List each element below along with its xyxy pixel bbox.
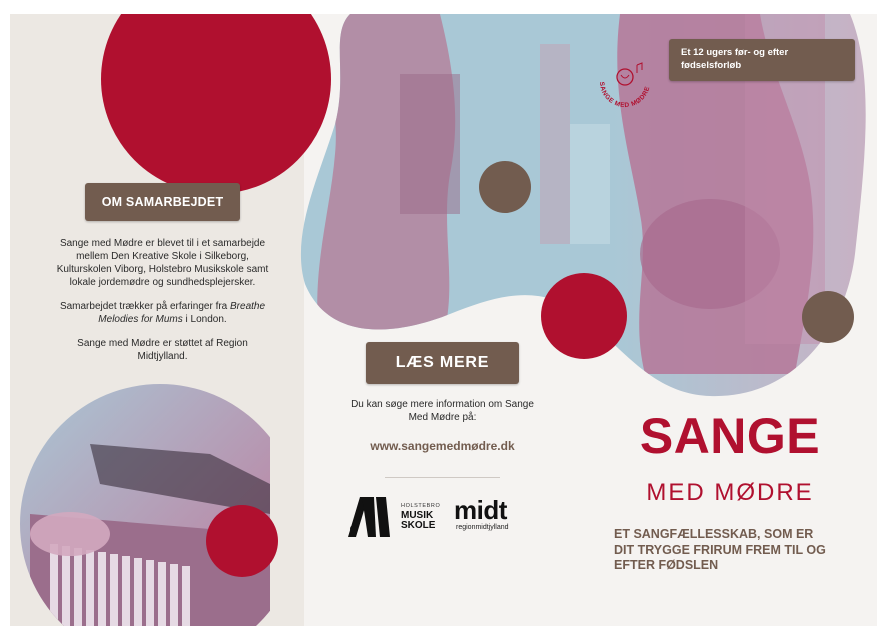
decorative-brown-circle	[479, 161, 531, 213]
logo-small-text: HOLSTEBRO	[401, 503, 441, 509]
paragraph-2: Samarbejdet trækker på erfaringer fra Breathe Melodies for Mums i London.	[59, 301, 266, 325]
collaboration-text	[55, 237, 270, 374]
midt-text: midt	[454, 495, 507, 525]
main-subtitle: MED MØDRE	[646, 479, 814, 506]
decorative-red-circle-small	[206, 505, 278, 577]
divider	[385, 477, 500, 478]
holstebro-musikskole-logo	[346, 495, 446, 541]
section-heading-om-samarbejdet	[85, 183, 240, 221]
m-logo-icon	[346, 495, 394, 539]
read-more-button[interactable]	[366, 342, 519, 384]
info-text: Du kan søge mere information om Sange Med Mødre på:	[351, 399, 534, 423]
paragraph-3: Sange med Mødre er støttet af Region Midtjylland.	[77, 338, 248, 362]
logo-skole-text: SKOLE	[401, 520, 436, 531]
stamp-text: SANGE MED MØDRE	[597, 81, 652, 110]
read-more-label: LÆS MERE	[395, 354, 490, 371]
heading-label: OM SAMARBEJDET	[101, 195, 224, 209]
brochure-sheet	[10, 14, 877, 626]
website-link[interactable]: www.sangemedmødre.dk	[370, 439, 515, 453]
tagline-line-1: ET SANGFÆLLESSKAB, SOM ER	[614, 527, 814, 541]
region-midtjylland-logo	[454, 497, 544, 537]
logo-musik-text: MUSIK	[401, 510, 434, 521]
tagline-line-2: DIT TRYGGE FRIRUM FREM TIL OG	[614, 542, 826, 557]
breathe-melodies-title: Breathe Melodies for Mums	[98, 301, 266, 325]
course-badge	[669, 39, 855, 81]
badge-line-1: Et 12 ugers før- og efter	[681, 47, 789, 58]
main-title: SANGE	[639, 408, 821, 464]
piano-photo	[10, 384, 270, 626]
decorative-brown-circle-right	[802, 291, 854, 343]
badge-line-2: fødselsforløb	[681, 60, 742, 71]
tagline-line-3: EFTER FØDSLEN	[614, 558, 719, 572]
decorative-red-circle-mid	[541, 273, 627, 359]
sange-med-modre-stamp-icon	[592, 49, 658, 115]
paragraph-1: Sange med Mødre er blevet til i et samarbejde mellem Den Kreative Skole i Silkeborg, Kulturskolen Viborg, Holstebro Musikskole samt lokale jordemødre og sundhedsplejersker.	[56, 238, 269, 288]
tagline	[614, 527, 869, 574]
region-sub-text: regionmidtjylland	[456, 524, 509, 531]
